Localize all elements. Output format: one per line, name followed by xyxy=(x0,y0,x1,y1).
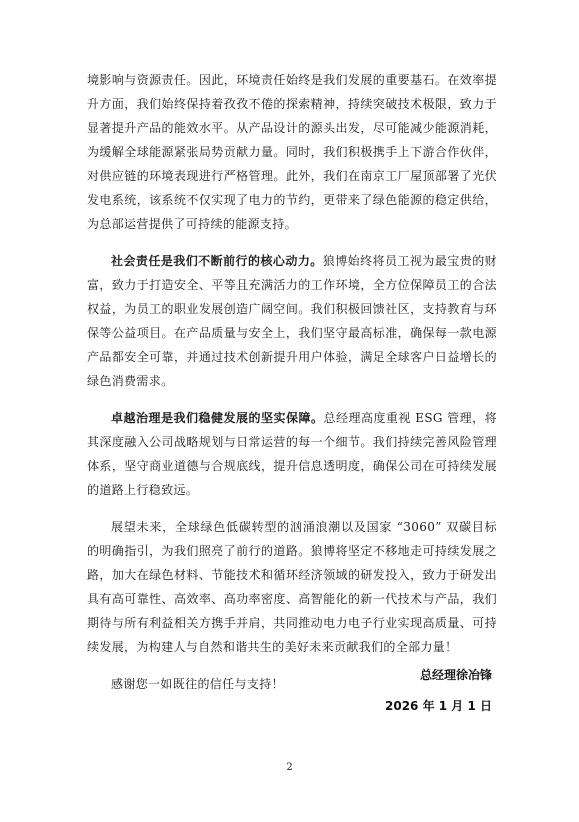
paragraph-body-social: 狼博始终将员工视为最宝贵的财富，致力于打造安全、平等且充满活力的工作环境，全方位保障员工的合法权益，为员工的职业发展创造广阔空间。我们积极回馈社区，支持教育与环保等公益项目。在产品质量与安全上，我们坚守最高标准，确保每一款电源产品都安全可靠，并通过技术创新提升用户体验，满足全球客户日益增长的绿色消费需求。 xyxy=(87,254,497,388)
page-number: 2 xyxy=(286,762,293,773)
signature-name: 总经理徐冶锋 xyxy=(419,668,492,682)
paragraph-body-governance: 总经理高度重视 ESG 管理，将其深度融入公司战略规划与日常运营的每一个细节。我们持续完善风险管理体系，坚守商业道德与合规底线，提升信息透明度，确保公司在可持续发展的道路上行稳致远。 xyxy=(87,411,498,497)
paragraph-social-responsibility xyxy=(87,249,497,393)
paragraph-lead-social: 社会责任是我们不断前行的核心动力。 xyxy=(111,254,323,268)
paragraph-outlook: 展望未来，全球绿色低碳转型的汹涌浪潮以及国家 “3060” 双碳目标的明确指引，为我们照亮了前行的道路。狼博将坚定不移地走可持续发展之路，加大在绿色材料、节能技术和循环经济领域的研发投入，致力于研发出具有高可靠性、高效率、高功率密度、高智能化的新一代技术与产品，我们期待与所有利益相关方携手并肩，共同推动电力电子行业实现高质量、可持续发展，为构建人与自然和谐共生的美好未来贡献我们的全部力量！ xyxy=(87,520,497,654)
signature-date: 2026 年 1 月 1 日 xyxy=(385,699,492,713)
letter-body xyxy=(87,68,497,696)
paragraph-lead-governance: 卓越治理是我们稳健发展的坚实保障。 xyxy=(111,411,324,425)
paragraph-thanks: 感谢您一如既往的信任与支持！ xyxy=(111,677,284,691)
paragraph-environmental-responsibility: 境影响与资源责任。因此，环境责任始终是我们发展的重要基石。在效率提升方面，我们始终保持着孜孜不倦的探索精神，持续突破技术极限，致力于显著提升产品的能效水平。从产品设计的源头出发，尽可能减少能源消耗，为缓解全球能源紧张局势贡献力量。同时，我们积极携手上下游合作伙伴，对供应链的环境表现进行严格管理。此外，我们在南京工厂屋顶部署了光伏发电系统，该系统不仅实现了电力的节约，更带来了绿色能源的稳定供给，为总部运营提供了可持续的能源支持。 xyxy=(87,73,497,231)
paragraph-governance xyxy=(87,406,497,502)
